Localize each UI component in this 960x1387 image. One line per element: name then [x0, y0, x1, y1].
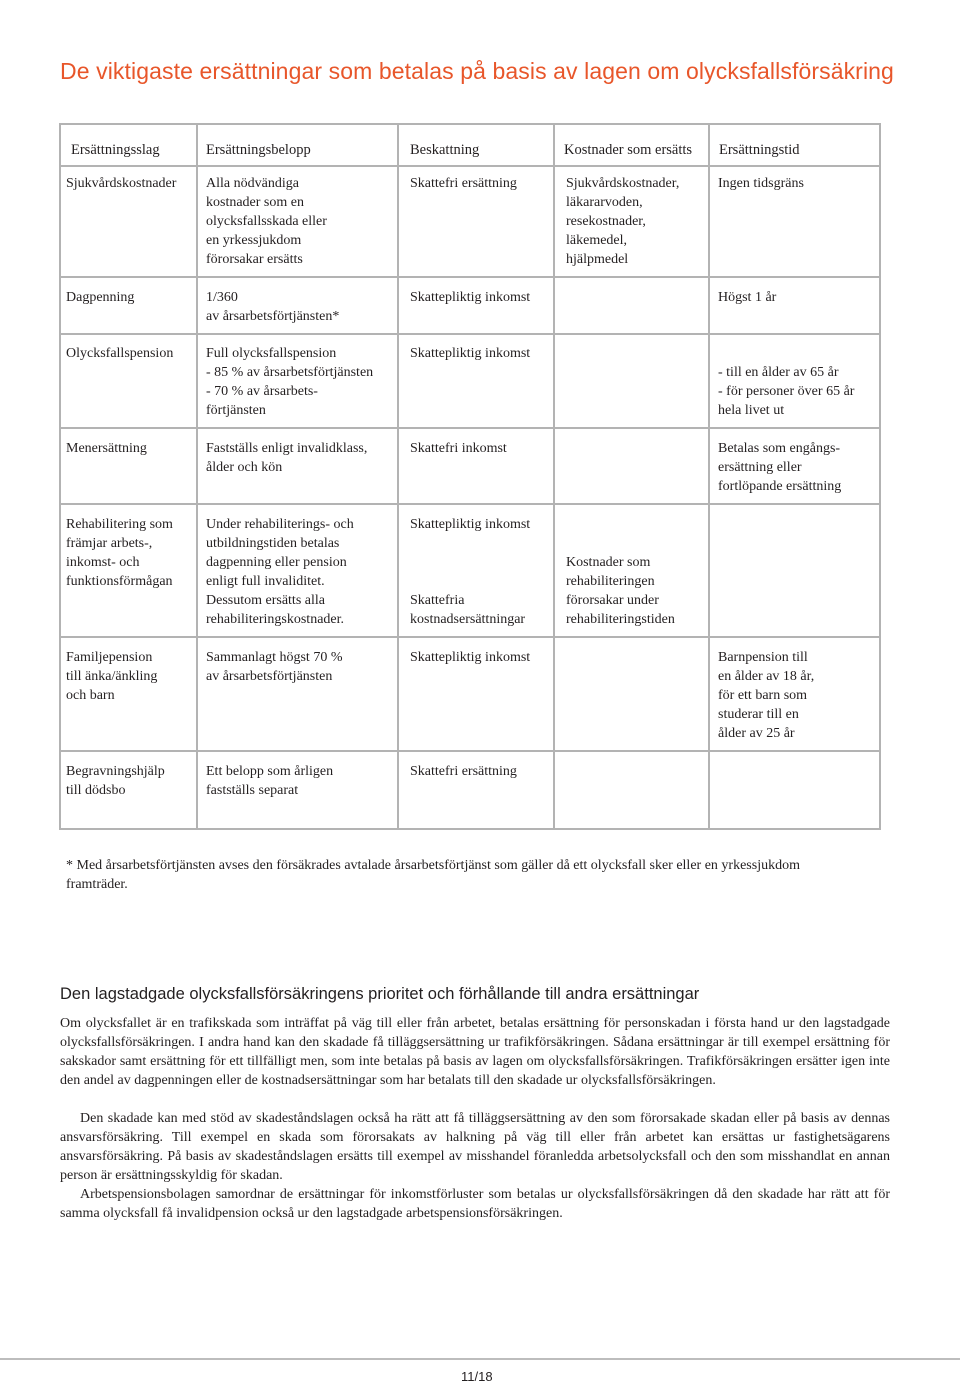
row-divider — [61, 333, 879, 335]
row-divider — [61, 427, 879, 429]
paragraph: Arbetspensionsbolagen samordnar de ersättningar för inkomstförluster som betalas ur olycksfallsförsäkringen då den skadade har rätt att för samma olycksfall få invalidpension också ur den lagstadgade arbetspensionsförsäkringen. — [60, 1187, 890, 1221]
table-cell: Skattepliktig inkomst — [410, 346, 531, 361]
table-cell: Familjepension till änka/änkling och barn — [66, 650, 158, 703]
table-cell: Menersättning — [66, 441, 147, 456]
table-cell: 1/360 av årsarbetsförtjänsten* — [206, 290, 340, 324]
row-divider — [61, 503, 879, 505]
paragraph: Den skadade kan med stöd av skadeståndslagen också ha rätt att få tilläggsersättning av den som förorsakade skadan eller på basis av dennas ansvarsförsäkring. Till exempel en skada som förorsakats av halkning på väg till eller från arbetet kan ersättas ur fastighetsägarens ansvarsförsäkring. På basis av skadeståndslagen ersätts till exempel av misshandel föranledda arbetsolycksfall och den som misshandlat en annan person är ersättningsskyldig för skadan. — [60, 1111, 890, 1183]
header-costs: Kostnader som ersätts — [564, 142, 693, 158]
table-cell: Begravningshjälp till dödsbo — [66, 764, 165, 798]
table-cell: - till en ålder av 65 år - för personer över 65 år hela livet ut — [718, 365, 855, 418]
table-cell: Betalas som engångs- ersättning eller fortlöpande ersättning — [718, 441, 842, 494]
page-number: 11/18 — [461, 1369, 493, 1384]
table-cell: Fastställs enligt invalidklass, ålder och kön — [206, 441, 368, 475]
page-footer-rule — [0, 1358, 960, 1360]
table-cell: Olycksfallspension — [66, 346, 174, 361]
column-divider — [553, 125, 555, 828]
table-cell: Skattefri ersättning — [410, 764, 517, 779]
header-benefit-type: Ersättningsslag — [71, 142, 160, 158]
table-cell: Sammanlagt högst 70 % av årsarbetsförtjänsten — [206, 650, 343, 684]
table-cell: Full olycksfallspension - 85 % av årsarbetsförtjänsten - 70 % av årsarbets- förtjänsten — [206, 346, 374, 418]
row-divider — [61, 165, 879, 167]
table-cell: Skattepliktig inkomst — [410, 650, 531, 665]
row-divider — [61, 276, 879, 278]
table-cell: Skattefri ersättning — [410, 176, 517, 191]
table-cell: Ett belopp som årligen fastställs separat — [206, 764, 334, 798]
header-amount: Ersättningsbelopp — [206, 142, 311, 158]
table-footnote: * Med årsarbetsförtjänsten avses den försäkrades avtalade årsarbetsförtjänst som gäller då ett olycksfall sker eller en yrkessjukdom framträder. — [66, 858, 800, 892]
header-duration: Ersättningstid — [719, 142, 800, 158]
table-cell: Skattepliktig inkomst — [410, 290, 531, 305]
table-cell: Ingen tidsgräns — [718, 176, 804, 191]
table-cell: Kostnader som rehabiliteringen förorsakar under rehabiliteringstiden — [566, 555, 675, 627]
table-cell: Dagpenning — [66, 290, 135, 305]
section-title: Den lagstadgade olycksfallsförsäkringens prioritet och förhållande till andra ersättningar — [60, 985, 700, 1003]
table-cell: Under rehabiliterings- och utbildningstiden betalas dagpenning eller pension enligt full invaliditet. Dessutom ersätts alla rehabiliteringskostnader. — [206, 517, 354, 627]
table-cell: Sjukvårdskostnader — [66, 176, 177, 191]
table-cell: Alla nödvändiga kostnader som en olycksfallsskada eller en yrkessjukdom förorsakar ersätts — [206, 176, 327, 267]
paragraph: Om olycksfallet är en trafikskada som inträffat på väg till eller från arbetet, betalas ersättning för personskadan i första hand ur den lagstadgade olycksfallsförsäkringen. I andra hand kan den skadade få tilläggsersättning ur trafikförsäkringen. Sådana ersättningar är till exempel ersättning för sakskador samt ersättning för ett tillfälligt men, som inte betalas på basis av lagen om olycksfallsförsäkringen. Trafikförsäkringen ersätter igen inte den andel av dagpenningen eller de kostnadsersättningar som har betalats till den skadade ur olycksfallsförsäkringen. — [60, 1016, 890, 1088]
benefits-table — [59, 123, 881, 830]
column-divider — [397, 125, 399, 828]
table-cell: Skattepliktig inkomst Skattefria kostnadsersättningar — [410, 517, 531, 627]
row-divider — [61, 750, 879, 752]
table-cell: Högst 1 år — [718, 290, 777, 305]
page-title: De viktigaste ersättningar som betalas på basis av lagen om olycksfallsförsäkring — [60, 58, 894, 84]
column-divider — [708, 125, 710, 828]
column-divider — [196, 125, 198, 828]
table-cell: Barnpension till en ålder av 18 år, för ett barn som studerar till en ålder av 25 år — [718, 650, 815, 741]
table-cell: Rehabilitering som främjar arbets-, inkomst- och funktionsförmågan — [66, 517, 173, 589]
row-divider — [61, 636, 879, 638]
table-cell: Skattefri inkomst — [410, 441, 507, 456]
table-cell: Sjukvårdskostnader, läkararvoden, resekostnader, läkemedel, hjälpmedel — [566, 176, 680, 267]
header-taxation: Beskattning — [410, 142, 480, 158]
